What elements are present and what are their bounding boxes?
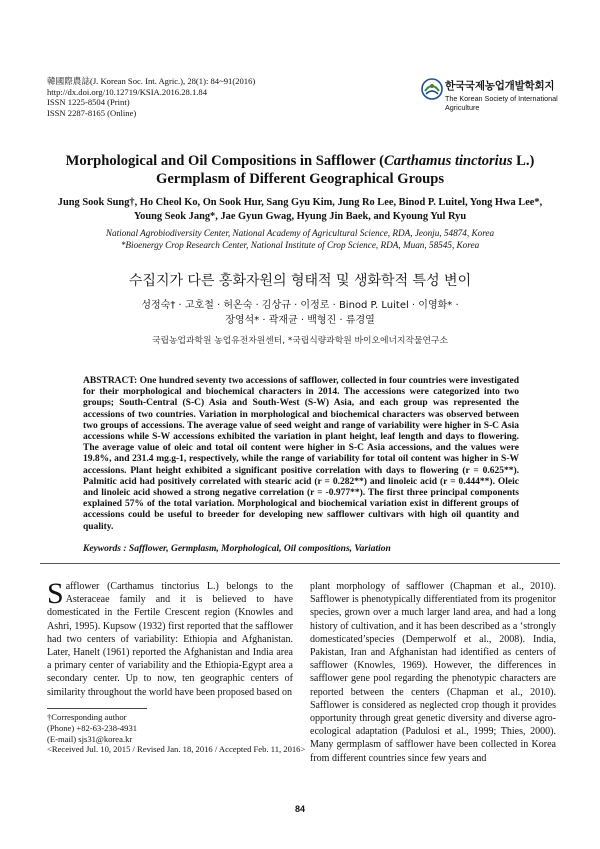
society-korean-name: 한국국제농업개발학회지 — [445, 80, 555, 92]
korean-authors-line1: 성정숙† · 고호철 · 허온숙 · 김상규 · 이정로 · Binod P. Luitel · 이영화* · — [141, 300, 459, 311]
received-dates: <Received Jul. 10, 2015 / Revised Jan. 18, 2016 / Accepted Feb. 11, 2016> — [47, 744, 306, 755]
abstract-text: One hundred seventy two accessions of safflower, collected in four countries were investigated for their morphological and biochemical characters in 2014. The accessions were categorized into two groups; South-Central (S-C) Asia and South-West (S-W) Asia, and each group was represented the accessions of two countries. Variation in morphological and biochemical characters was observed between two groups of accessions. The average value of seed weight and range of variability were higher in S-C Asia accessions while S-W accessions exhibited the variation in plant height, leaf length and days to flowering. The average value of oleic and total oil content were higher in S-C Asia accessions, and the values were 19.8%, and 231.4 mg.g-1, respectively, while the range of variability for total oil content was higher in S-W accessions. Plant height exhibited a significant positive correlation with days to flowering (r = 0.625**). Palmitic acid had positively correlated with stearic acid (r = 0.282**) and linoleic acid (r = 0.444**). Oleic and linoleic acid showed a strong negative correlation (r = -0.977**). The first three principal components explained 57% of the total variation. Morphological and biochemical variation exist in different groups of accessions could be useful to breeder for developing new safflower cultivars with high oil quantity and quality. — [83, 376, 519, 532]
korean-title: 수집지가 다른 홍화자원의 형태적 및 생화학적 특성 변이 — [128, 273, 472, 289]
title-prefix: Morphological and Oil Compositions in Safflower ( — [65, 153, 384, 169]
issn-online: ISSN 2287-8165 (Online) — [47, 107, 137, 118]
society-english-name: The Korean Society of International Agriculture — [445, 94, 558, 112]
keywords — [83, 544, 519, 554]
keywords-text: Safflower, Germplasm, Morphological, Oil compositions, Variation — [128, 544, 391, 554]
affiliation-2: *Bioenergy Crop Research Center, National Institute of Crop Science, RDA, Muan, 58545, Korea — [120, 239, 480, 250]
abstract-label: ABSTRACT: — [83, 376, 138, 386]
footnote-rule — [47, 708, 147, 709]
body-column-left — [47, 577, 293, 699]
page-number: 84 — [294, 804, 305, 814]
korean-authors — [40, 298, 560, 328]
abstract — [83, 376, 519, 533]
author-phone: (Phone) +82-63-238-4931 — [47, 722, 138, 733]
body-text-left: afflower (Carthamus tinctorius L.) belongs to the Asteraceae family and it is believed to have domesticated in the Fertile Crescent region (Knowles and Ashri, 1995). Kupsow (1932) first reported that the safflower had two centers of variability: Ethiopia and Afghanistan. Later, Hanelt (1961) reported the Afghanistan and India area a primary center of variability and the Ethiopia-Egypt area a secondary center. Up to now, ten geographic centers of similarity throughout the world have been proposed based on — [47, 581, 293, 698]
title-suffix: L.) — [512, 153, 535, 169]
body-text-right: plant morphology of safflower (Chapman et al., 2010). Safflower is phenotypically differentiated from its progenitor species, grown over a much larger land area, and had a long history of cultivation, and it has been described as a ‘strongly domesticated’species (Demperwolf et al., 2008). India, Pakistan, Iran and Afghanistan had identified as centers of safflower (Knowles, 1969). However, the differences in safflower gene pool regarding the phenotypic characters are reported between the centers (Chapman et al., 2010). Safflower is considered as neglected crop though it provides opportunity through great genetic diversity and diverse agro-ecological adaptation (Padulosi et al., 1999; Thies, 2000). Many germplasm of safflower have been collected in Korea from different countries since few years and — [310, 581, 556, 764]
korean-affiliation: 국립농업과학원 농업유전자원센터, *국립식량과학원 바이오에너지작물연구소 — [151, 336, 448, 346]
society-logo-icon — [421, 78, 443, 100]
authors-line1: Jung Sook Sung†, Ho Cheol Ko, On Sook Hur, Sang Gyu Kim, Jung Ro Lee, Binod P. Luitel, Yong Hwa Lee*, — [57, 197, 543, 208]
paper-title — [40, 152, 560, 188]
title-species: Carthamus tinctorius — [383, 153, 513, 169]
affiliation-1: National Agrobiodiversity Center, National Academy of Agricultural Science, RDA, Jeonju, 54874, Korea — [105, 228, 495, 238]
section-divider — [40, 563, 560, 564]
title-line2: Germplasm of Different Geographical Groups — [155, 171, 445, 187]
author-email[interactable]: (E-mail) sjs31@korea.kr — [47, 733, 133, 744]
issn-print: ISSN 1225-8504 (Print) — [47, 97, 130, 108]
journal-header — [47, 76, 255, 118]
body-column-right — [310, 580, 556, 765]
author-list — [40, 196, 560, 223]
doi-link[interactable]: http://dx.doi.org/10.12719/KSIA.2016.28.1.84 — [47, 86, 208, 97]
journal-citation: 韓國際農誌(J. Korean Soc. Int. Agric.), 28(1): 84~91(2016) — [47, 76, 256, 86]
footnote — [47, 712, 307, 755]
corresponding-author: †Corresponding author — [47, 712, 127, 722]
keywords-label: Keywords : — [83, 544, 127, 554]
dropcap: S — [47, 577, 64, 610]
affiliations — [40, 228, 560, 251]
authors-line2: Young Seok Jang*, Jae Gyun Gwag, Hyung Jin Baek, and Kyoung Yul Ryu — [133, 210, 467, 222]
korean-authors-line2: 장영석* · 곽재균 · 백형진 · 류경열 — [225, 315, 375, 326]
